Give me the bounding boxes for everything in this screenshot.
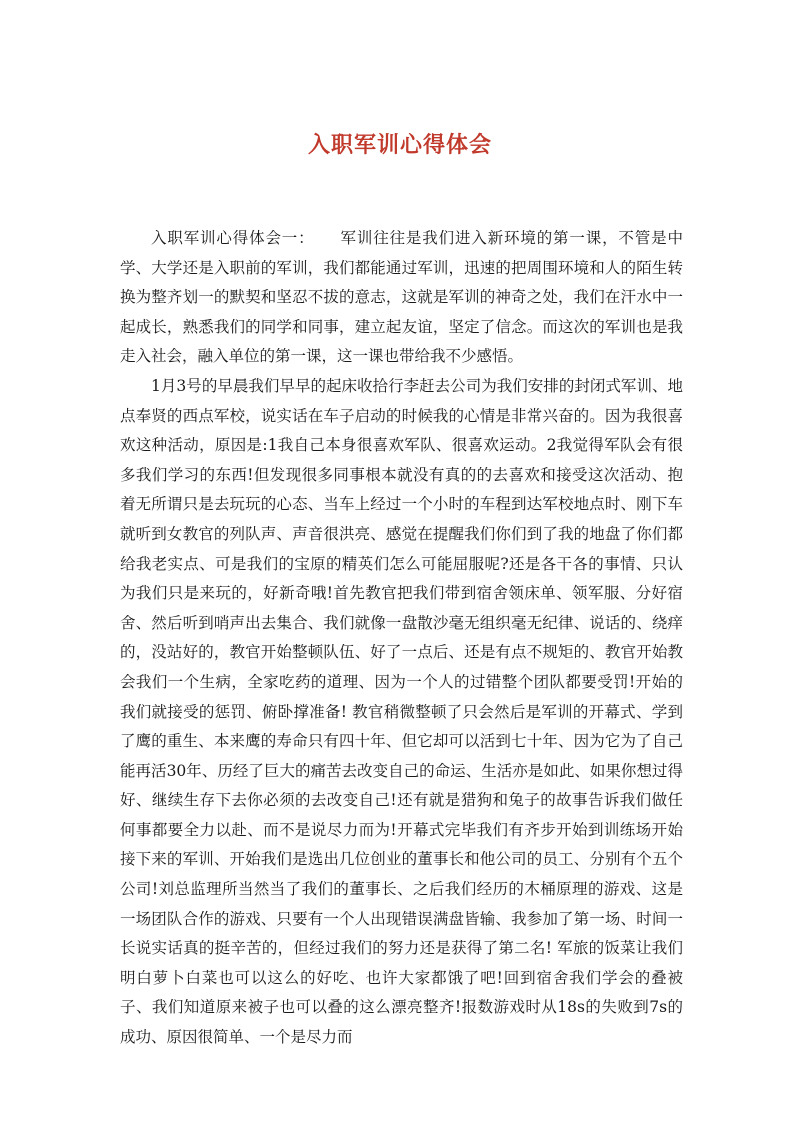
paragraph-2 [120,372,683,1053]
document-body [120,224,683,1053]
paragraph-1 [120,224,683,372]
document-title: 入职军训心得体会 [307,132,492,158]
paragraph-1-lead: 入职军训心得体会一： [151,229,315,247]
paragraph-2-text: 1月3号的早晨我们早早的起床收拾行李赶去公司为我们安排的封闭式军训、地点奉贤的西点军校，说实话在车子启动的时候我的心情是非常兴奋的。因为我很喜欢这种活动，原因是:1我自己本身很喜欢军队、很喜欢运动。2我觉得军队会有很多我们学习的东西!但发现很多同事根本就没有真的的去喜欢和接受这次活动、抱着无所谓只是去玩玩的心态、当车上经过一个小时的车程到达军校地点时、刚下车就听到女教官的列队声、声音很洪亮、感觉在提醒我们你们到了我的地盘了你们都给我老实点、可是我们的宝原的精英们怎么可能屈服呢?还是各干各的事情、只认为我们只是来玩的，好新奇哦!首先教官把我们带到宿舍领床单、领军服、分好宿舍、然后听到哨声出去集合、我们就像一盘散沙毫无组织毫无纪律、说话的、绕痒的，没站好的，教官开始整顿队伍、好了一点后、还是有点不规矩的、教官开始教会我们一个生病，全家吃药的道理、因为一个人的过错整个团队都要受罚!开始的我们就接受的惩罚、俯卧撑准备! 教官稍微整顿了只会然后是军训的开幕式、学到了鹰的重生、本来鹰的寿命只有四十年、但它却可以活到七十年、因为它为了自己能再活30年、历经了巨大的痛苦去改变自己的命运、生活亦是如此、如果你想过得好、继续生存下去你必须的去改变自己!还有就是猎狗和兔子的故事告诉我们做任何事都要全力以赴、而不是说尽力而为!开幕式完毕我们有齐步开始到训练场开始接下来的军训、开始我们是选出几位创业的董事长和他公司的员工、分别有个五个公司!刘总监理所当然当了我们的董事长、之后我们经历的木桶原理的游戏、这是一场团队合作的游戏、只要有一个人出现错误满盘皆输、我参加了第一场、时间一长说实话真的挺辛苦的，但经过我们的努力还是获得了第二名! 军旅的饭菜让我们明白萝卜白菜也可以这么的好吃、也许大家都饿了吧!回到宿舍我们学会的叠被子、我们知道原来被子也可以叠的这么漂亮整齐!报数游戏时从18s的失败到7s的成功、原因很简单、一个是尽力而 [120,376,683,1047]
paragraph-1-text: 军训往往是我们进入新环境的第一课，不管是中学、大学还是入职前的军训，我们都能通过军训，迅速的把周围环境和人的陌生转换为整齐划一的默契和坚忍不拔的意志，这就是军训的神奇之处，我们在汗水中一起成长，熟悉我们的同学和同事，建立起友谊，坚定了信念。而这次的军训也是我走入社会，融入单位的第一课，这一课也带给我不少感悟。 [120,229,683,366]
